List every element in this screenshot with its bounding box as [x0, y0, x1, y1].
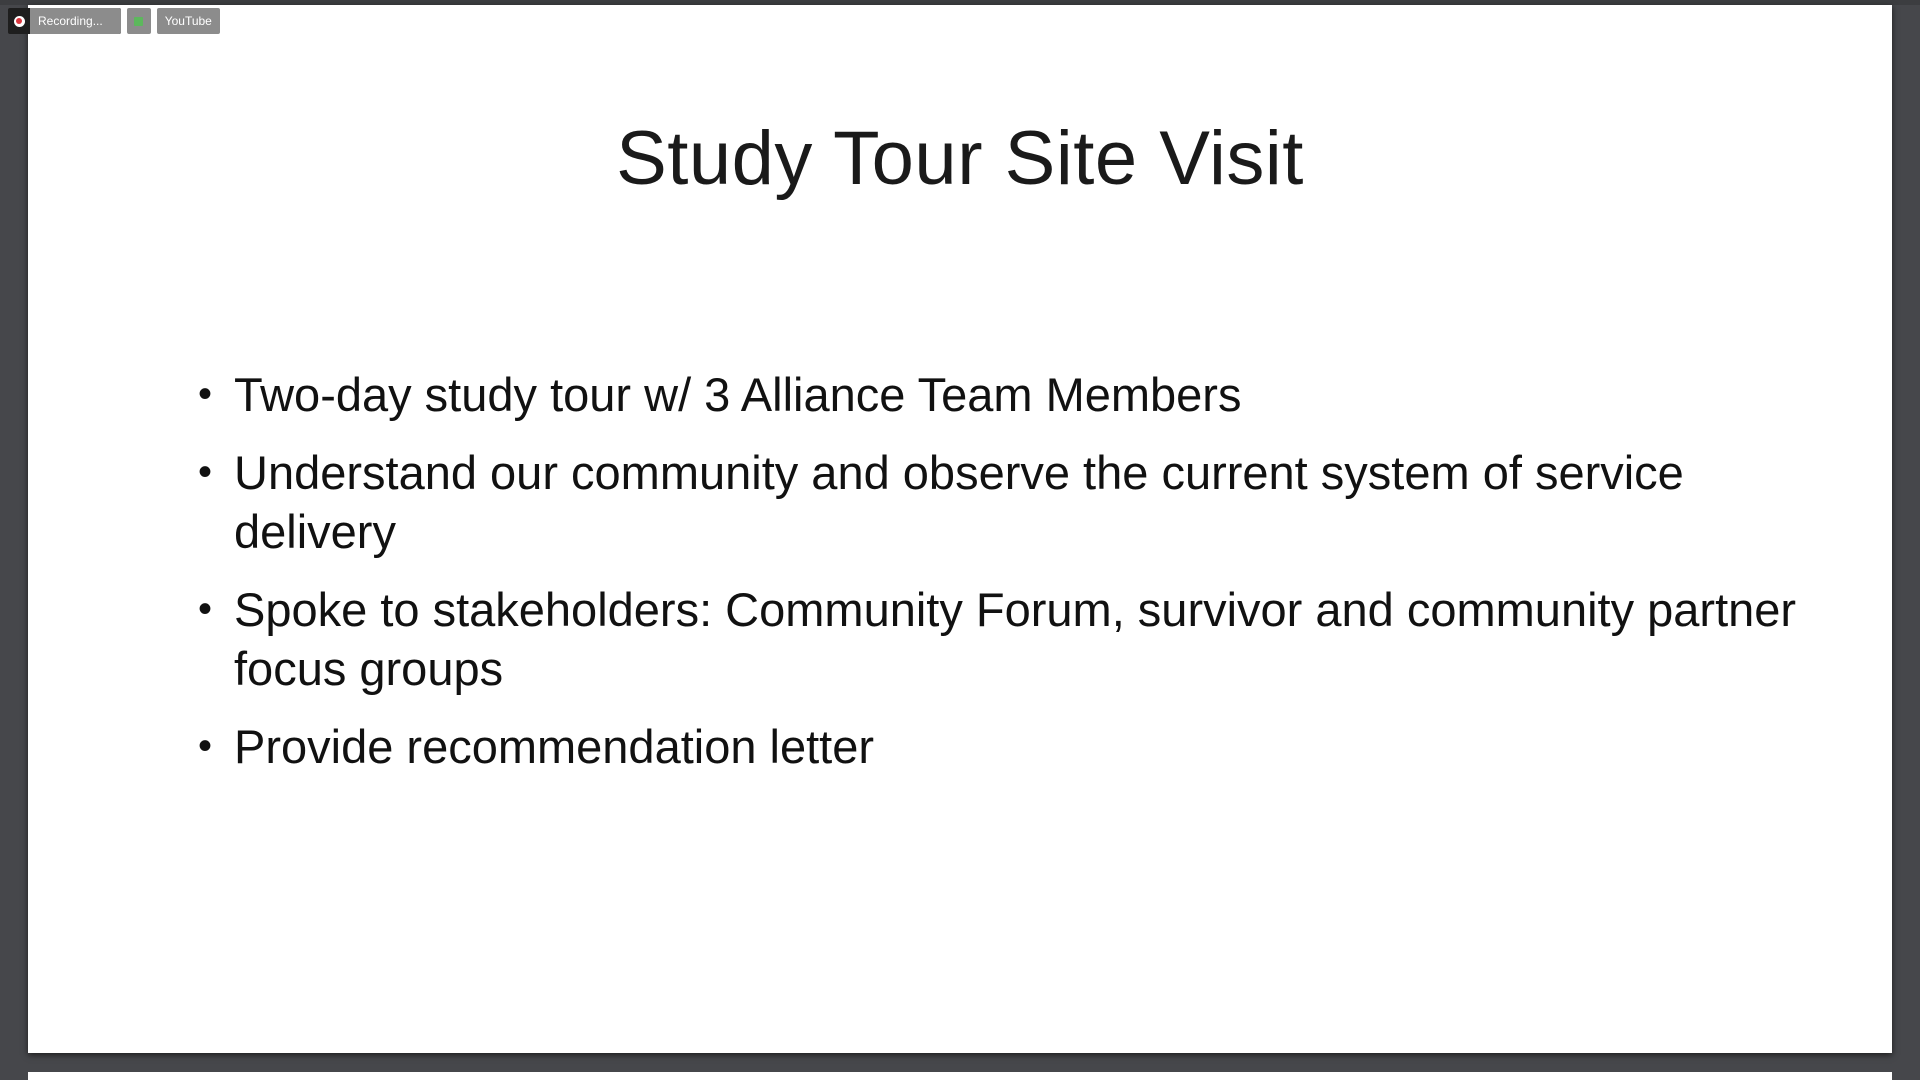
- bullet-list: [198, 365, 1804, 795]
- stop-icon: [134, 17, 143, 26]
- recording-indicator[interactable]: [8, 8, 121, 34]
- next-slide-edge: [28, 1072, 1892, 1080]
- bullet-dot-icon: •: [198, 450, 213, 494]
- record-icon: [8, 8, 30, 34]
- presentation-slide: [28, 5, 1892, 1053]
- bullet-text: Understand our community and observe the current system of service delivery: [234, 446, 1684, 558]
- youtube-button[interactable]: YouTube: [157, 8, 220, 34]
- bullet-item: [198, 365, 1804, 424]
- bullet-text: Spoke to stakeholders: Community Forum, survivor and community partner focus groups: [234, 583, 1797, 695]
- bullet-item: [198, 580, 1804, 698]
- bullet-text: Two-day study tour w/ 3 Alliance Team Members: [234, 368, 1242, 421]
- bullet-dot-icon: •: [198, 724, 213, 768]
- bullet-dot-icon: •: [198, 587, 213, 631]
- stop-recording-button[interactable]: [127, 8, 151, 34]
- bullet-item: [198, 717, 1804, 776]
- slide-title: Study Tour Site Visit: [616, 116, 1304, 201]
- recording-label: Recording...: [30, 8, 121, 34]
- bullet-item: [198, 443, 1804, 561]
- bullet-text: Provide recommendation letter: [234, 720, 875, 773]
- bullet-dot-icon: •: [198, 372, 213, 416]
- recording-toolbar: [8, 8, 220, 34]
